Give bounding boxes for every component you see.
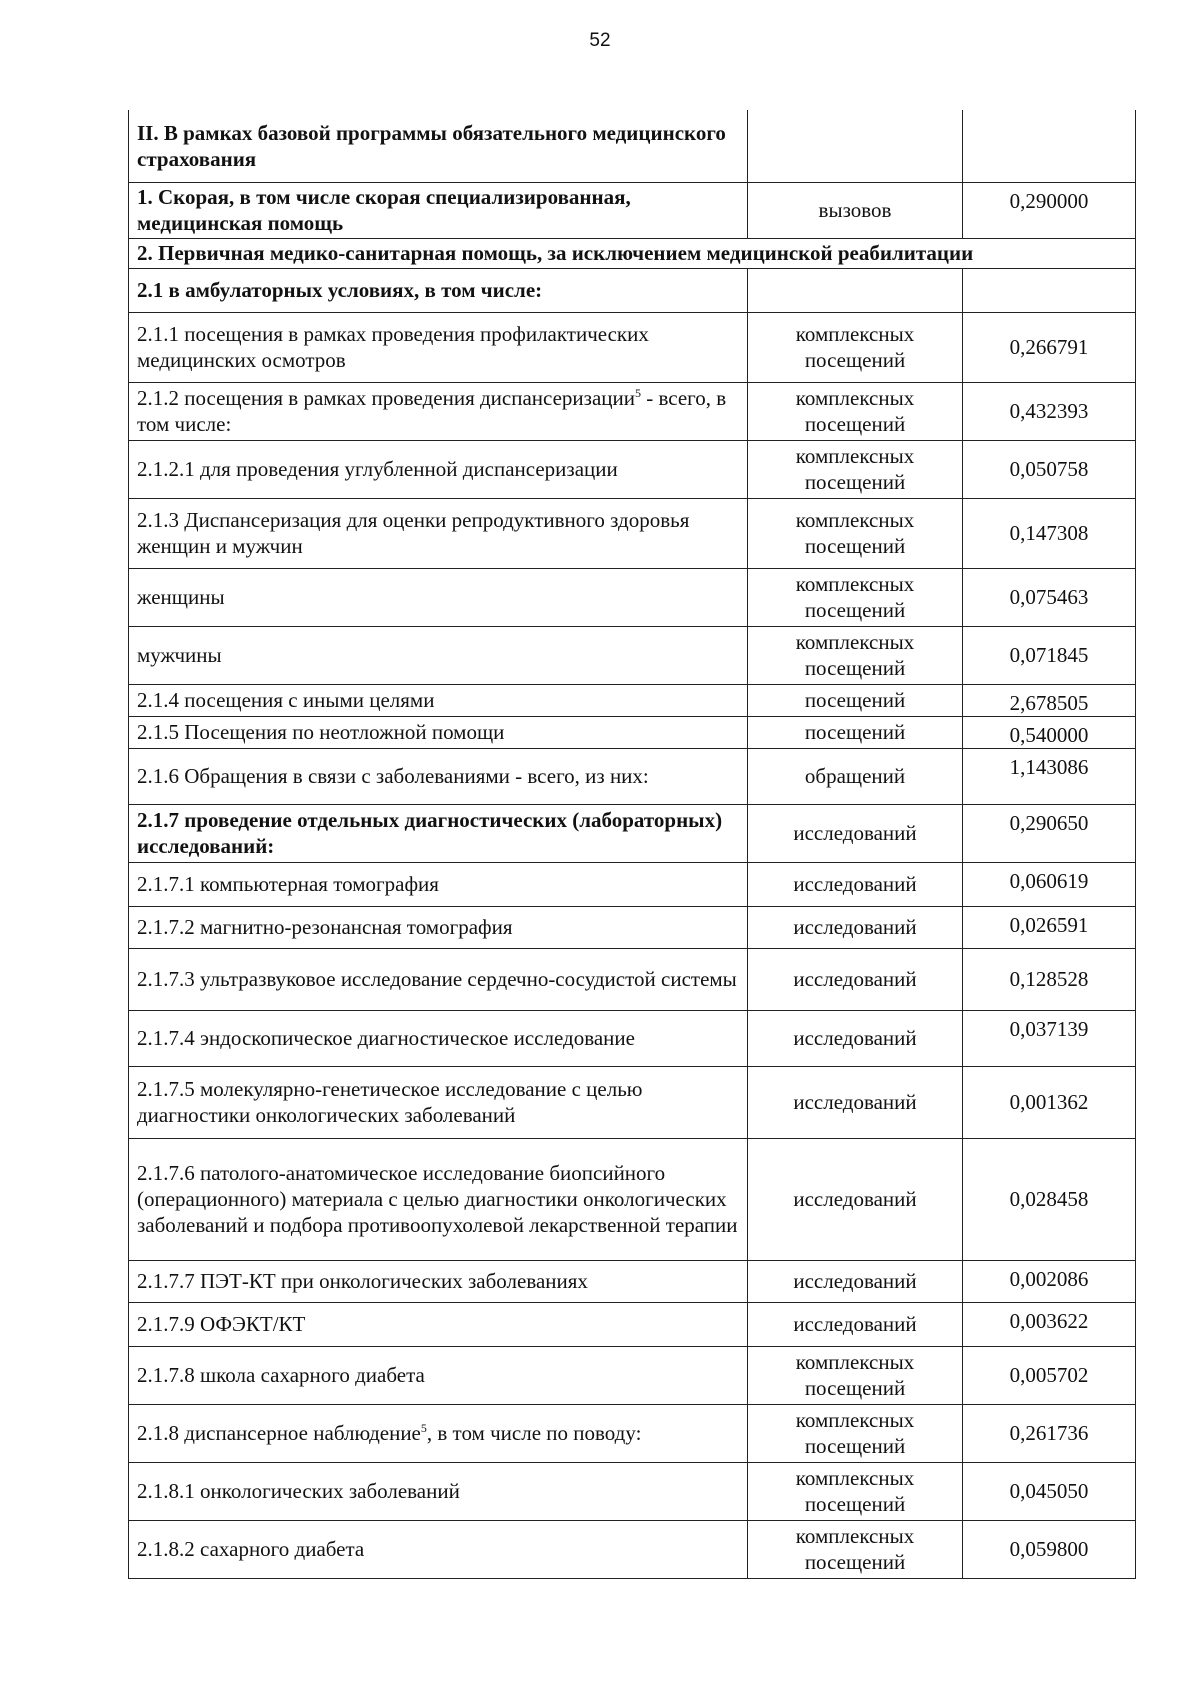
unit-cell: обращений [748,748,963,804]
value-cell [963,110,1136,182]
indicator-label: 2.1 в амбулаторных условиях, в том числе: [137,278,543,302]
table-row [129,1010,1136,1066]
table-row [129,906,1136,948]
unit-cell: комплексных посещений [748,440,963,498]
table-row [129,1520,1136,1578]
indicator-label: 2.1.7 проведение отдельных диагностических (лабораторных) исследований: [137,808,723,858]
value-cell: 0,001362 [963,1066,1136,1138]
value-cell: 0,540000 [963,716,1136,748]
table-row [129,568,1136,626]
unit-cell: исследований [748,906,963,948]
indicator-label: 2.1.7.6 патолого-анатомическое исследование биопсийного (операционного) материала с целью диагностики онкологических заболеваний и подбора противоопухолевой лекарственной терапии [137,1161,738,1237]
table-row [129,804,1136,862]
table-row [129,440,1136,498]
table-row [129,110,1136,182]
unit-cell: посещений [748,684,963,716]
value-cell: 0,071845 [963,626,1136,684]
volume-table-body [129,110,1136,1578]
indicator-cell [129,1404,748,1462]
value-cell: 0,045050 [963,1462,1136,1520]
unit-cell: исследований [748,862,963,906]
value-cell: 0,261736 [963,1404,1136,1462]
indicator-label: 2.1.2.1 для проведения углубленной диспансеризации [137,457,618,481]
table-row [129,498,1136,568]
value-cell: 1,143086 [963,748,1136,804]
unit-cell: комплексных посещений [748,312,963,382]
table-row [129,716,1136,748]
table-row [129,1302,1136,1346]
value-cell: 0,050758 [963,440,1136,498]
table-row [129,684,1136,716]
value-cell: 0,266791 [963,312,1136,382]
indicator-label: 2.1.7.9 ОФЭКТ/КТ [137,1312,306,1336]
indicator-label: 2.1.8 диспансерное наблюдение [137,1421,421,1445]
section-heading-cell: 2. Первичная медико-санитарная помощь, за исключением медицинской реабилитации [129,238,1136,268]
indicator-cell [129,268,748,312]
unit-cell: комплексных посещений [748,1462,963,1520]
value-cell: 0,290000 [963,182,1136,238]
unit-cell: исследований [748,1010,963,1066]
unit-cell: комплексных посещений [748,382,963,440]
footnote-marker: 5 [420,1421,427,1435]
value-cell: 0,128528 [963,948,1136,1010]
table-row [129,626,1136,684]
unit-cell: исследований [748,1302,963,1346]
indicator-label: 2.1.7.7 ПЭТ-КТ при онкологических заболеваниях [137,1269,588,1293]
indicator-cell [129,1010,748,1066]
value-cell: 0,028458 [963,1138,1136,1260]
volume-table-container [128,110,1135,1579]
page-number: 52 [589,30,611,51]
value-cell: 0,290650 [963,804,1136,862]
table-row [129,382,1136,440]
indicator-cell [129,1302,748,1346]
indicator-cell [129,182,748,238]
indicator-cell [129,1066,748,1138]
indicator-label: 2.1.8.1 онкологических заболеваний [137,1479,460,1503]
unit-cell [748,110,963,182]
indicator-cell [129,312,748,382]
value-cell: 2,678505 [963,684,1136,716]
table-row [129,182,1136,238]
indicator-cell [129,862,748,906]
value-cell: 0,005702 [963,1346,1136,1404]
value-cell: 0,037139 [963,1010,1136,1066]
table-row [129,862,1136,906]
indicator-cell [129,498,748,568]
indicator-cell [129,440,748,498]
value-cell [963,268,1136,312]
table-row [129,268,1136,312]
unit-cell: комплексных посещений [748,568,963,626]
value-cell: 0,003622 [963,1302,1136,1346]
indicator-cell [129,1260,748,1302]
unit-cell: исследований [748,948,963,1010]
indicator-cell [129,1520,748,1578]
indicator-cell [129,906,748,948]
indicator-label: 2.1.7.3 ультразвуковое исследование сердечно-сосудистой системы [137,967,737,991]
table-row [129,1066,1136,1138]
indicator-label: 2.1.1 посещения в рамках проведения профилактических медицинских осмотров [137,322,649,372]
indicator-label: 2.1.2 посещения в рамках проведения диспансеризации [137,386,635,410]
value-cell: 0,075463 [963,568,1136,626]
indicator-cell [129,626,748,684]
table-row [129,1138,1136,1260]
indicator-label: 2.1.8.2 сахарного диабета [137,1537,365,1561]
table-row [129,238,1136,268]
indicator-cell [129,684,748,716]
value-cell: 0,060619 [963,862,1136,906]
value-cell: 0,432393 [963,382,1136,440]
indicator-label: 2.1.7.5 молекулярно-генетическое исследование с целью диагностики онкологических заболеваний [137,1077,643,1127]
indicator-cell [129,110,748,182]
indicator-label-tail: , в том числе по поводу: [426,1421,642,1445]
indicator-cell [129,382,748,440]
indicator-cell [129,748,748,804]
unit-cell: комплексных посещений [748,626,963,684]
indicator-cell [129,948,748,1010]
table-row [129,948,1136,1010]
indicator-label: женщины [137,585,225,609]
indicator-label: 1. Скорая, в том числе скорая специализированная, медицинская помощь [137,185,631,235]
unit-cell: комплексных посещений [748,1404,963,1462]
unit-cell: комплексных посещений [748,1346,963,1404]
value-cell: 0,147308 [963,498,1136,568]
table-row [129,1346,1136,1404]
table-row [129,1260,1136,1302]
value-cell: 0,059800 [963,1520,1136,1578]
indicator-label-tail: - всего, в том числе: [137,386,727,436]
indicator-label: 2.1.3 Диспансеризация для оценки репродуктивного здоровья женщин и мужчин [137,508,690,558]
unit-cell: исследований [748,1066,963,1138]
indicator-label: 2.1.7.4 эндоскопическое диагностическое исследование [137,1026,635,1050]
unit-cell: исследований [748,804,963,862]
indicator-cell [129,804,748,862]
unit-cell: посещений [748,716,963,748]
indicator-cell [129,1462,748,1520]
footnote-marker: 5 [635,386,641,400]
indicator-cell [129,568,748,626]
unit-cell: исследований [748,1138,963,1260]
value-cell: 0,026591 [963,906,1136,948]
indicator-cell [129,1346,748,1404]
table-row [129,1404,1136,1462]
indicator-label: 2.1.7.1 компьютерная томография [137,872,439,896]
indicator-label: II. В рамках базовой программы обязательного медицинского страхования [137,120,726,171]
indicator-label: мужчины [137,643,222,667]
unit-cell: комплексных посещений [748,498,963,568]
indicator-label: 2.1.7.2 магнитно-резонансная томография [137,915,513,939]
unit-cell: вызовов [748,182,963,238]
indicator-label: 2.1.4 посещения с иными целями [137,688,435,712]
unit-cell [748,268,963,312]
indicator-cell [129,716,748,748]
value-cell: 0,002086 [963,1260,1136,1302]
volume-table [128,110,1136,1579]
indicator-cell [129,1138,748,1260]
table-row [129,748,1136,804]
table-row [129,312,1136,382]
unit-cell: исследований [748,1260,963,1302]
unit-cell: комплексных посещений [748,1520,963,1578]
indicator-label: 2.1.5 Посещения по неотложной помощи [137,720,505,744]
indicator-label: 2.1.7.8 школа сахарного диабета [137,1363,425,1387]
table-row [129,1462,1136,1520]
indicator-label: 2.1.6 Обращения в связи с заболеваниями - всего, из них: [137,764,649,788]
